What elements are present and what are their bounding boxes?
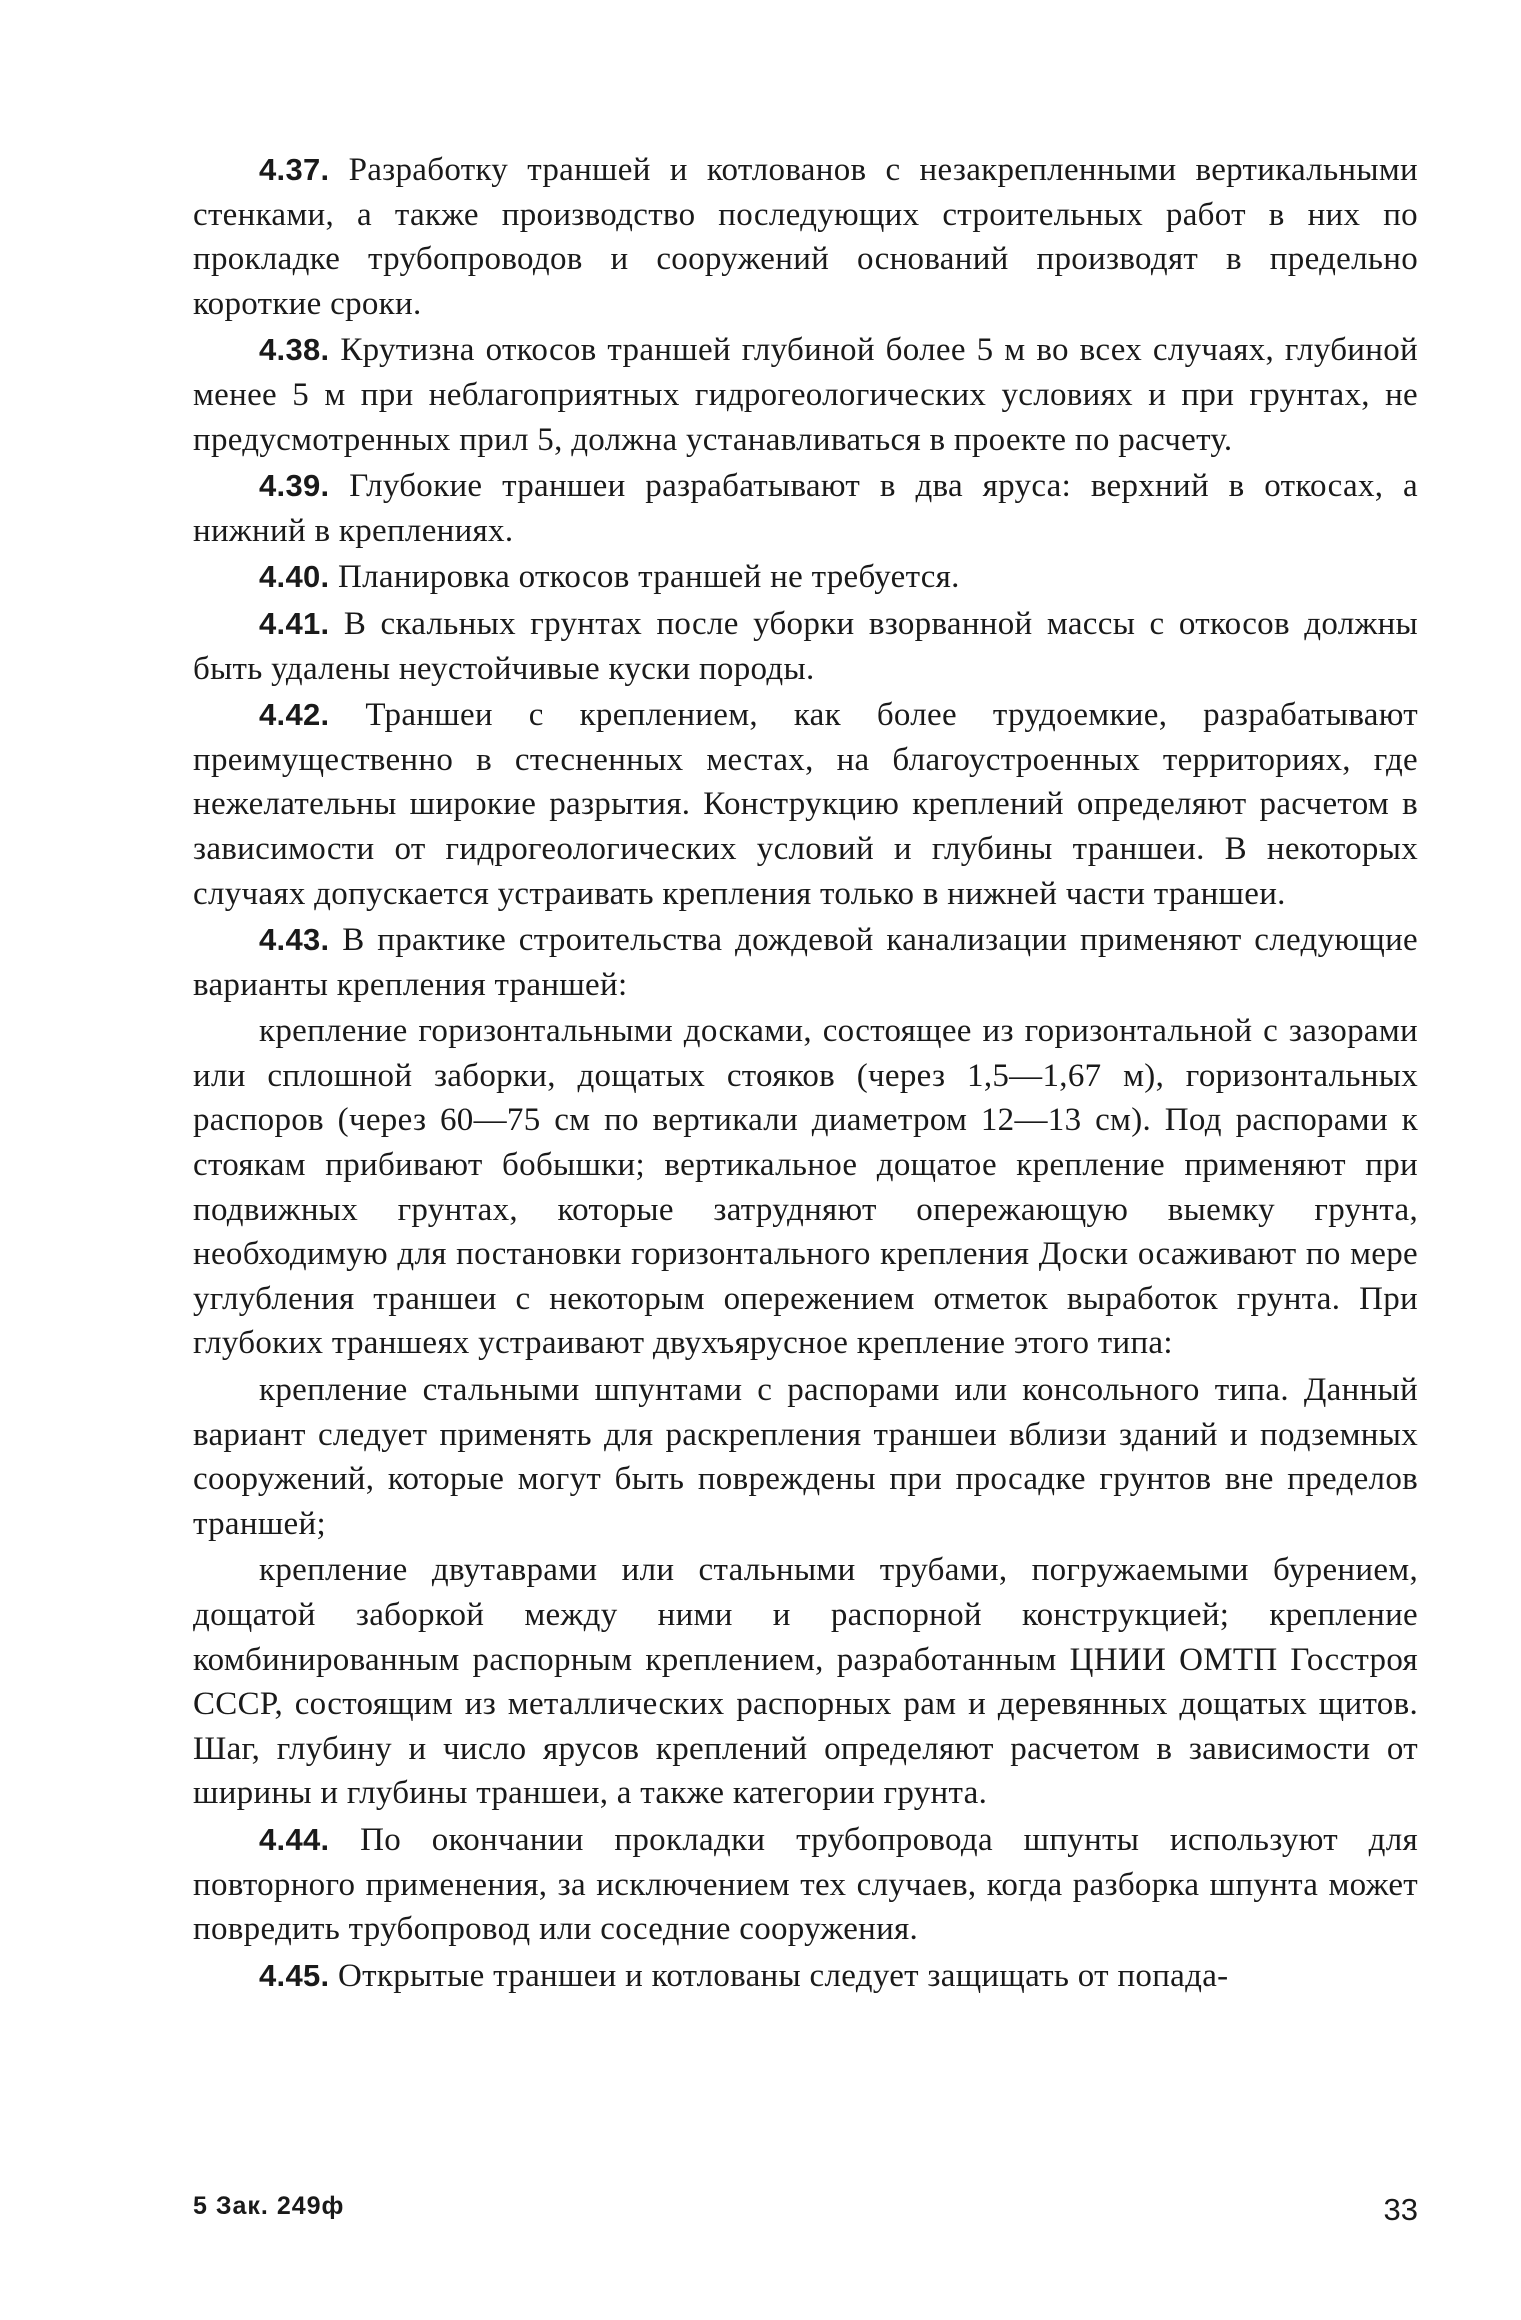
paragraph-text: крепление стальными шпунтами с распорами или консольного типа. Данный вариант следует применять для раскрепления траншеи вблизи зданий и подземных сооружений, которые могут быть повреждены при просадке грунтов вне пределов траншей; <box>193 1372 1418 1542</box>
paragraph-text: Разработку траншей и котлованов с незакрепленными вертикальными стенками, а также производство последующих строительных работ в них по прокладке трубопроводов и сооружений оснований производят в предельно короткие сроки. <box>193 152 1418 322</box>
page-number: 33 <box>1383 2192 1418 2227</box>
clause-number: 4.42. <box>259 697 330 733</box>
paragraph-4-40 <box>193 555 1418 600</box>
paragraph-text: Глубокие траншеи разрабатывают в два яруса: верхний в откосах, а нижний в креплениях. <box>193 468 1418 549</box>
paragraph-variant-steel-sheet-piles <box>193 1368 1418 1546</box>
paragraph-text: По окончании прокладки трубопровода шпунты используют для повторного применения, за исключением тех случаев, когда разборка шпунта может повредить трубопровод или соседние сооружения. <box>193 1821 1418 1948</box>
paragraph-4-37 <box>193 148 1418 326</box>
page-footer <box>193 2192 1418 2242</box>
paragraph-text: В практике строительства дождевой канализации применяют следующие варианты крепления траншей: <box>193 922 1418 1003</box>
clause-number: 4.44. <box>259 1821 330 1857</box>
print-order-mark: 5 Зак. 249ф <box>193 2192 345 2220</box>
clause-number: 4.41. <box>259 605 330 641</box>
paragraph-variant-horizontal-boards <box>193 1009 1418 1366</box>
clause-number: 4.40. <box>259 559 330 595</box>
clause-number: 4.45. <box>259 1957 330 1993</box>
paragraph-text: крепление двутаврами или стальными трубами, погружаемыми бурением, дощатой заборкой между ними и распорной конструкцией; крепление комбинированным распорным креплением, разработанным ЦНИИ ОМТП Госстроя СССР, состоящим из металлических распорных рам и деревянных дощатых щитов. Шаг, глубину и число ярусов креплений определяют расчетом в зависимости от ширины и глубины траншеи, а также категории грунта. <box>193 1552 1418 1812</box>
paragraph-4-45 <box>193 1954 1418 1999</box>
paragraph-4-39 <box>193 464 1418 553</box>
paragraph-text: Траншеи с креплением, как более трудоемкие, разрабатывают преимущественно в стесненных местах, на благоустроенных территориях, где нежелательны широкие разрытия. Конструкцию креплений определяют расчетом в зависимости от гидрогеологических условий и глубины траншеи. В некоторых случаях допускается устраивать крепления только в нижней части траншеи. <box>193 697 1418 912</box>
clause-number: 4.38. <box>259 332 330 368</box>
paragraph-4-42 <box>193 693 1418 916</box>
paragraph-4-41 <box>193 602 1418 691</box>
paragraph-text: крепление горизонтальными досками, состоящее из горизонтальной с зазорами или сплошной заборки, дощатых стояков (через 1,5—1,67 м), горизонтальных распоров (через 60—75 см по вертикали диаметром 12—13 см). Под распорами к стоякам прибивают бобышки; вертикальное дощатое крепление применяют при подвижных грунтах, которые затрудняют опережающую выемку грунта, необходимую для постановки горизонтального крепления Доски осаживают по мере углубления траншеи с некоторым опережением отметок выработок грунта. При глубоких траншеях устраивают двухъярусное крепление этого типа: <box>193 1013 1418 1362</box>
paragraph-4-43 <box>193 918 1418 1007</box>
clause-number: 4.43. <box>259 922 330 958</box>
page-body <box>193 148 1418 2000</box>
paragraph-text: Планировка откосов траншей не требуется. <box>329 559 960 596</box>
clause-number: 4.37. <box>259 152 330 187</box>
paragraph-4-38 <box>193 328 1418 462</box>
paragraph-text: Открытые траншеи и котлованы следует защищать от попада- <box>329 1957 1229 1994</box>
paragraph-variant-i-beams <box>193 1548 1418 1816</box>
paragraph-text: В скальных грунтах после уборки взорванной массы с откосов должны быть удалены неустойчивые куски породы. <box>193 605 1418 687</box>
clause-number: 4.39. <box>259 468 330 504</box>
paragraph-4-44 <box>193 1818 1418 1952</box>
paragraph-text: Крутизна откосов траншей глубиной более 5 м во всех случаях, глубиной менее 5 м при неблагоприятных гидрогеологических условиях и при грунтах, не предусмотренных прил 5, должна устанавливаться в проекте по расчету. <box>193 332 1418 458</box>
